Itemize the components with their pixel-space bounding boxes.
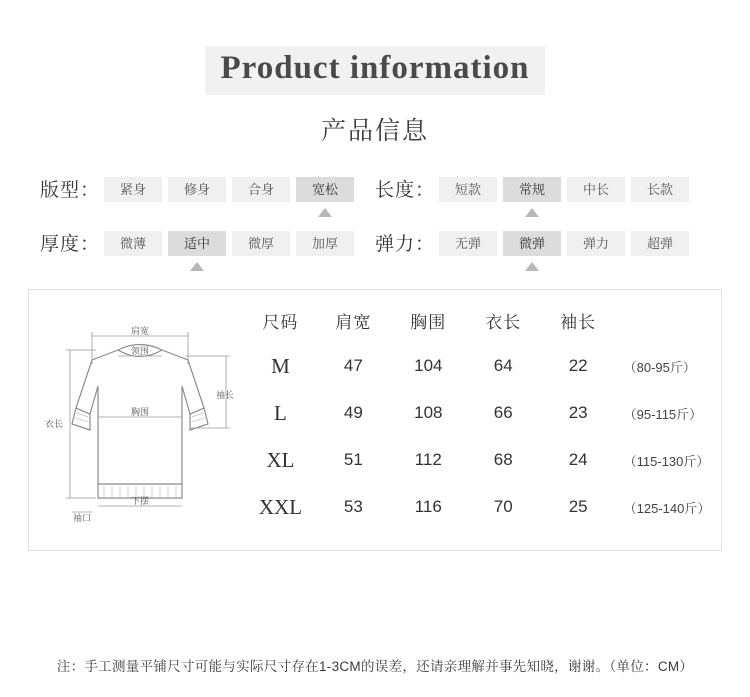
attribute-options-thickness <box>104 231 360 271</box>
option-wrap <box>104 177 162 217</box>
cell-weight: （125-140斤） <box>623 500 711 516</box>
diagram-label-collar: 领围 <box>130 346 150 357</box>
size-table-area <box>245 290 721 550</box>
cell-size: M <box>271 353 290 378</box>
option-wrap <box>567 177 625 217</box>
cell-sleeve: 25 <box>568 497 588 517</box>
column-header-sleeve: 袖长 <box>560 312 597 332</box>
attribute-options-length <box>439 177 695 217</box>
option-wrap <box>631 177 689 217</box>
option-thickness-3[interactable]: 加厚 <box>296 231 354 256</box>
option-thickness-1[interactable]: 适中 <box>168 231 226 256</box>
option-wrap <box>439 231 497 271</box>
option-wrap <box>232 177 290 217</box>
cell-weight: （115-130斤） <box>623 453 710 469</box>
page-title-en: Product information <box>205 46 546 95</box>
column-header-size: 尺码 <box>262 312 299 332</box>
option-fit-0[interactable]: 紧身 <box>104 177 162 202</box>
diagram-label-length: 衣长 <box>44 419 64 430</box>
cell-bust: 104 <box>414 356 443 376</box>
diagram-label-bust: 胸围 <box>130 407 150 418</box>
table-row <box>245 390 721 437</box>
diagram-label-cuff: 袖口 <box>72 513 92 524</box>
attribute-options-elasticity <box>439 231 695 271</box>
page-header <box>0 0 750 147</box>
cell-bust: 112 <box>414 450 442 470</box>
option-wrap <box>439 177 497 217</box>
attribute-group-thickness <box>40 231 375 271</box>
option-wrap <box>567 231 625 271</box>
option-length-1[interactable]: 常规 <box>503 177 561 202</box>
option-elasticity-3[interactable]: 超弹 <box>631 231 689 256</box>
cell-sleeve: 22 <box>568 356 588 376</box>
selection-marker <box>525 208 539 217</box>
column-header-bust: 胸围 <box>410 312 447 332</box>
option-fit-1[interactable]: 修身 <box>168 177 226 202</box>
diagram-label-sleeve: 袖长 <box>215 390 235 401</box>
option-thickness-0[interactable]: 微薄 <box>104 231 162 256</box>
option-wrap <box>232 231 290 271</box>
option-wrap <box>296 231 354 271</box>
option-wrap <box>503 177 561 217</box>
selection-marker <box>190 262 204 271</box>
cell-size: XXL <box>258 494 303 519</box>
option-length-3[interactable]: 长款 <box>631 177 689 202</box>
attribute-label-length: 长度： <box>375 179 436 201</box>
option-elasticity-0[interactable]: 无弹 <box>439 231 497 256</box>
attribute-label-elasticity: 弹力： <box>375 233 436 255</box>
option-wrap <box>168 177 226 217</box>
option-elasticity-1[interactable]: 微弹 <box>503 231 561 256</box>
attribute-row <box>40 177 710 217</box>
cell-size: L <box>274 400 287 425</box>
table-row <box>245 343 721 390</box>
cell-shoulder: 51 <box>343 450 363 470</box>
attribute-label-fit: 版型： <box>40 179 101 201</box>
option-length-2[interactable]: 中长 <box>567 177 625 202</box>
column-header-shoulder: 肩宽 <box>335 312 372 332</box>
cell-shoulder: 53 <box>343 497 363 517</box>
attribute-options-fit <box>104 177 360 217</box>
attribute-row <box>40 231 710 271</box>
option-thickness-2[interactable]: 微厚 <box>232 231 290 256</box>
option-elasticity-2[interactable]: 弹力 <box>567 231 625 256</box>
option-fit-2[interactable]: 合身 <box>232 177 290 202</box>
diagram-label-hem: 下摆 <box>130 496 150 507</box>
cell-length: 68 <box>493 450 513 470</box>
option-length-0[interactable]: 短款 <box>439 177 497 202</box>
attribute-group-length <box>375 177 710 217</box>
size-table <box>245 304 721 531</box>
cell-length: 70 <box>493 497 513 517</box>
cell-bust: 116 <box>414 497 442 517</box>
selection-marker <box>318 208 332 217</box>
page-title-cn: 产品信息 <box>320 116 429 145</box>
cell-sleeve: 24 <box>568 450 588 470</box>
garment-diagram <box>29 290 245 550</box>
cell-length: 66 <box>493 403 513 423</box>
table-header-row <box>245 304 721 343</box>
attribute-group-elasticity <box>375 231 710 271</box>
option-wrap <box>168 231 226 271</box>
sweater-measurement-diagram <box>40 312 240 527</box>
table-row <box>245 437 721 484</box>
cell-weight: （80-95斤） <box>623 359 696 375</box>
option-wrap <box>631 231 689 271</box>
cell-bust: 108 <box>414 403 443 423</box>
column-header-weight <box>616 304 721 343</box>
option-wrap <box>104 231 162 271</box>
table-row <box>245 484 721 531</box>
option-wrap <box>296 177 354 217</box>
attribute-label-thickness: 厚度： <box>40 233 101 255</box>
cell-size: XL <box>266 447 295 472</box>
attribute-section <box>0 177 750 271</box>
measurement-note: 注：手工测量平铺尺寸可能与实际尺寸存在1-3CM的误差，还请亲理解并事先知晓，谢谢。（单位：CM） <box>56 659 694 674</box>
cell-shoulder: 47 <box>343 356 363 376</box>
size-chart-box <box>28 289 722 551</box>
cell-weight: （95-115斤） <box>623 406 703 422</box>
cell-length: 64 <box>493 356 513 376</box>
cell-sleeve: 23 <box>568 403 588 423</box>
selection-marker <box>525 262 539 271</box>
cell-shoulder: 49 <box>343 403 363 423</box>
attribute-group-fit <box>40 177 375 217</box>
option-fit-3[interactable]: 宽松 <box>296 177 354 202</box>
column-header-length: 衣长 <box>485 312 522 332</box>
diagram-label-shoulder: 肩宽 <box>130 326 150 337</box>
option-wrap <box>503 231 561 271</box>
